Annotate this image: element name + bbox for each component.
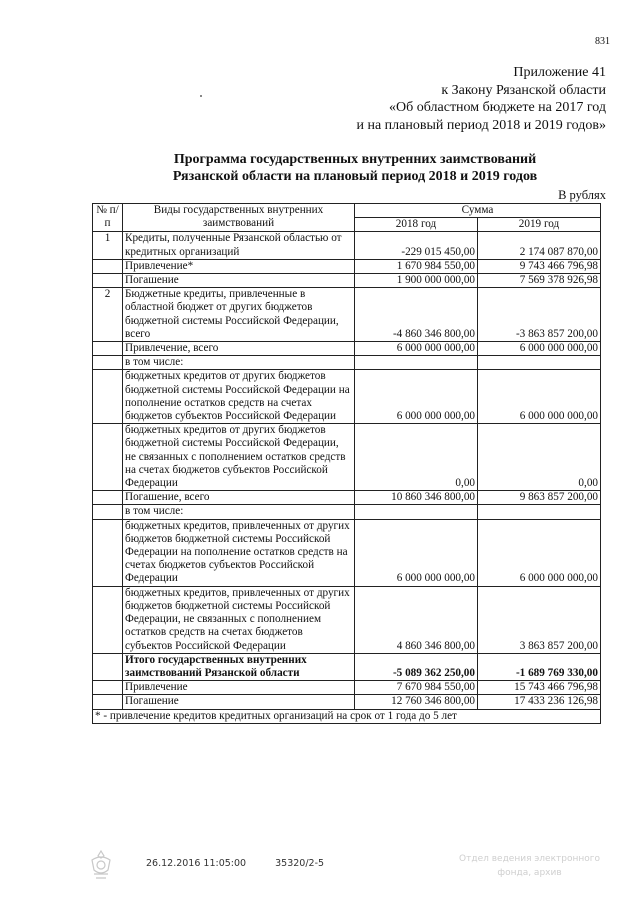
value-2019: 6 000 000 000,00: [478, 370, 601, 424]
value-2019: [478, 505, 601, 519]
row-label: Привлечение, всего: [123, 342, 355, 356]
value-2018: 6 000 000 000,00: [355, 342, 478, 356]
appendix-block: [356, 64, 606, 134]
row-number: [93, 491, 123, 505]
row-label: бюджетных кредитов от других бюджетов бюджетной системы Российской Федерации, не связанных с пополнением остатков средств на счетах бюджетов субъектов Российской Федерации: [123, 424, 355, 491]
row-number: [93, 274, 123, 288]
row-number: [93, 356, 123, 370]
footer-doc-code: 35320/2-5: [275, 858, 325, 869]
value-2019: 17 433 236 126,98: [478, 695, 601, 709]
value-2019: [478, 356, 601, 370]
table-row: [93, 653, 601, 680]
footer: [146, 858, 350, 869]
watermark: [459, 852, 600, 880]
table-row: [93, 681, 601, 695]
row-number: [93, 424, 123, 491]
row-label: Погашение: [123, 274, 355, 288]
value-2019: 6 000 000 000,00: [478, 519, 601, 586]
row-label: Бюджетные кредиты, привлеченные в областной бюджет от других бюджетов бюджетной системы Российской Федерации, всего: [123, 288, 355, 342]
row-label: бюджетных кредитов, привлеченных от других бюджетов бюджетной системы Российской Федерации, не связанных с пополнением остатков средств на счетах бюджетов субъектов Российской Федерации: [123, 586, 355, 653]
appendix-line: Приложение 41: [513, 65, 606, 80]
header-sum: Сумма: [355, 204, 601, 218]
row-label: Привлечение: [123, 681, 355, 695]
value-2018: -4 860 346 800,00: [355, 288, 478, 342]
value-2019: 6 000 000 000,00: [478, 342, 601, 356]
row-label: в том числе:: [123, 505, 355, 519]
borrowing-table: [92, 203, 601, 724]
watermark-line: фонда, архив: [497, 868, 562, 878]
footnote: * - привлечение кредитов кредитных организаций на срок от 1 года до 5 лет: [93, 709, 601, 723]
emblem-icon: [86, 848, 116, 884]
value-2018: 1 670 984 550,00: [355, 259, 478, 273]
value-2018: 7 670 984 550,00: [355, 681, 478, 695]
row-number: [93, 586, 123, 653]
value-2018: 6 000 000 000,00: [355, 519, 478, 586]
value-2018: 6 000 000 000,00: [355, 370, 478, 424]
value-2018: 10 860 346 800,00: [355, 491, 478, 505]
header-2019: 2019 год: [478, 218, 601, 232]
row-number: [93, 342, 123, 356]
value-2018: -229 015 450,00: [355, 232, 478, 259]
table-row: [93, 232, 601, 259]
table-row: [93, 259, 601, 273]
header-num: № п/п: [93, 204, 123, 232]
row-number: [93, 681, 123, 695]
row-number: [93, 259, 123, 273]
value-2019: 2 174 087 870,00: [478, 232, 601, 259]
row-number: 1: [93, 232, 123, 259]
value-2018: 4 860 346 800,00: [355, 586, 478, 653]
row-number: [93, 695, 123, 709]
value-2019: 9 863 857 200,00: [478, 491, 601, 505]
value-2018: 0,00: [355, 424, 478, 491]
row-label: Привлечение*: [123, 259, 355, 273]
table-row: [93, 695, 601, 709]
header-row: [93, 204, 601, 218]
table-row: [93, 586, 601, 653]
value-2018: -5 089 362 250,00: [355, 653, 478, 680]
page-number: 831: [595, 36, 610, 47]
table-row: [93, 505, 601, 519]
table-row: [93, 356, 601, 370]
value-2018: 1 900 000 000,00: [355, 274, 478, 288]
table-row: [93, 370, 601, 424]
units-label: В рублях: [558, 188, 606, 202]
value-2018: [355, 356, 478, 370]
header-2018: 2018 год: [355, 218, 478, 232]
row-label: бюджетных кредитов, привлеченных от других бюджетов бюджетной системы Российской Федерации на пополнение остатков средств на счетах бюджетов субъектов Российской Федерации: [123, 519, 355, 586]
watermark-line: Отдел ведения электронного: [459, 854, 600, 864]
title-line: Программа государственных внутренних заимствований: [173, 152, 537, 167]
row-label: Итого государственных внутренних заимствований Рязанской области: [123, 653, 355, 680]
value-2019: 0,00: [478, 424, 601, 491]
header-kind: Виды государственных внутренних заимствований: [123, 204, 355, 232]
appendix-line: «Об областном бюджете на 2017 год: [389, 100, 606, 115]
value-2019: -3 863 857 200,00: [478, 288, 601, 342]
footer-datetime: 26.12.2016 11:05:00: [146, 858, 247, 869]
row-label: Погашение: [123, 695, 355, 709]
row-label: Погашение, всего: [123, 491, 355, 505]
row-number: 2: [93, 288, 123, 342]
footnote-row: [93, 709, 601, 723]
row-label: Кредиты, полученные Рязанской областью от кредитных организаций: [123, 232, 355, 259]
table-row: [93, 342, 601, 356]
value-2019: 9 743 466 796,98: [478, 259, 601, 273]
row-number: [93, 505, 123, 519]
value-2018: 12 760 346 800,00: [355, 695, 478, 709]
row-label: в том числе:: [123, 356, 355, 370]
appendix-line: и на плановый период 2018 и 2019 годов»: [356, 117, 606, 133]
table-row: [93, 288, 601, 342]
document-title: [120, 151, 590, 185]
scan-speck: [200, 95, 202, 97]
value-2019: -1 689 769 330,00: [478, 653, 601, 680]
row-number: [93, 519, 123, 586]
value-2018: [355, 505, 478, 519]
row-number: [93, 370, 123, 424]
row-label: бюджетных кредитов от других бюджетов бюджетной системы Российской Федерации на пополнение остатков средств на счетах бюджетов субъектов Российской Федерации: [123, 370, 355, 424]
table-row: [93, 491, 601, 505]
table-row: [93, 424, 601, 491]
appendix-line: к Закону Рязанской области: [441, 82, 606, 98]
value-2019: 3 863 857 200,00: [478, 586, 601, 653]
row-number: [93, 653, 123, 680]
title-line: Рязанской области на плановый период 2018 и 2019 годов: [172, 169, 538, 184]
table-row: [93, 519, 601, 586]
value-2019: 7 569 378 926,98: [478, 274, 601, 288]
value-2019: 15 743 466 796,98: [478, 681, 601, 695]
table-row: [93, 274, 601, 288]
